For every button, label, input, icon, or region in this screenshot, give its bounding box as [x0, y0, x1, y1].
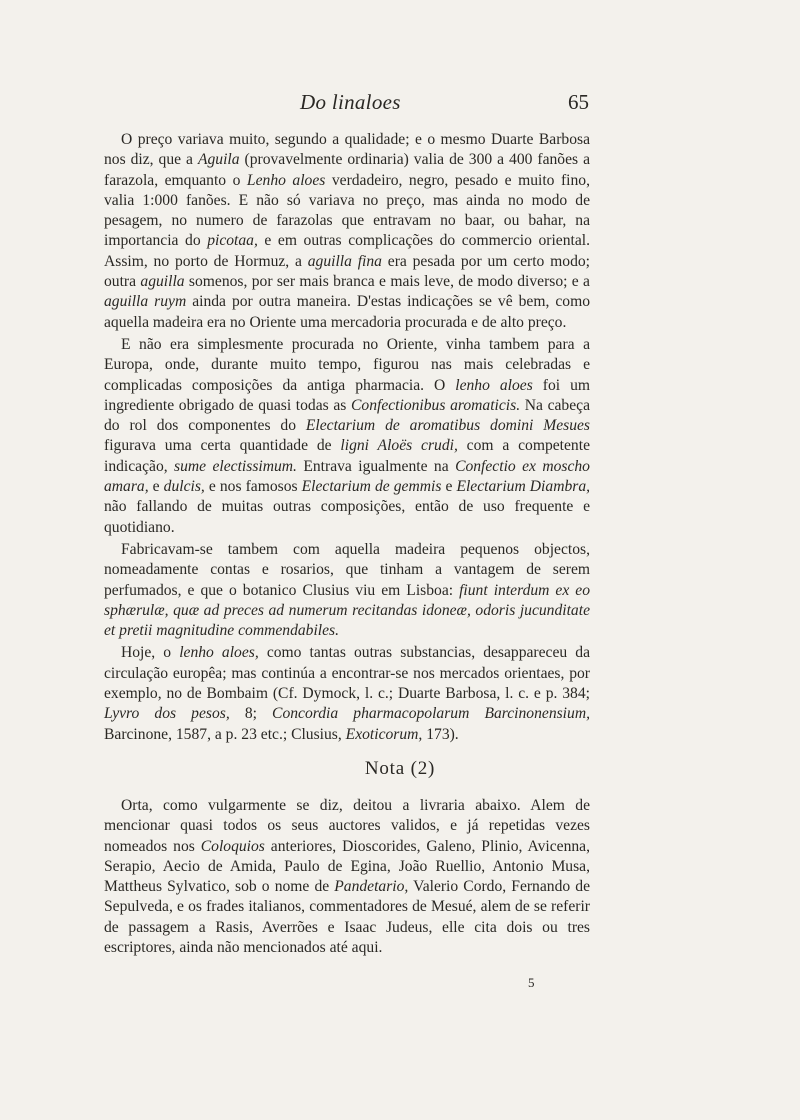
italic-run: fiunt interdum ex eo sphærulæ, quæ ad preces ad numerum recitandas idoneæ, odoris jucunditate et pretii magnitudine commendabiles. — [104, 581, 591, 640]
running-title: Do linaloes — [300, 90, 401, 114]
text-run: Orta, como vulgarmente se diz, deitou a livraria abaixo. Alem de mencionar quasi todos os seus auctores validos, e já repetidas vezes nomeados nos — [104, 797, 590, 855]
italic-run: Aguila — [197, 151, 240, 169]
text-run: anteriores, Dioscorides, Galeno, Plinio, Avicenna, Serapio, Aecio de Amida, Paulo de Egina, João Ruellio, Antonio Musa, Mattheus Sylvatico, sob o nome de — [104, 837, 590, 896]
text-run: Fabricavam-se tambem com aquella madeira pequenos objectos, nomeadamente contas e rosarios, que tinham a vantagem de serem perfumados, e que o botanico Clusius viu em Lisboa: — [104, 540, 590, 599]
text-run: figurava uma certa quantidade de — [104, 437, 341, 455]
text-run: somenos, por ser mais branca e mais leve, de modo diverso; e a — [184, 273, 590, 291]
text-run: Na cabeça do rol dos componentes do — [104, 396, 590, 435]
text-run: com a competente indicação, — [104, 437, 590, 475]
italic-run: Pandetario, — [334, 878, 409, 896]
italic-run: Concordia pharmacopolarum Barcinonensium, — [272, 705, 590, 723]
italic-run: aguilla fina — [307, 252, 382, 270]
text-run: Hoje, o — [121, 644, 180, 662]
italic-run: picotaa, — [207, 232, 258, 250]
page-number: 65 — [568, 90, 589, 114]
signature-mark: 5 — [528, 975, 535, 990]
text-run: e — [441, 478, 457, 496]
italic-run: Confectionibus aromaticis. — [351, 396, 521, 414]
text-run: E não era simplesmente procurada no Oriente, vinha tambem para a Europa, onde, durante muito tempo, figurou nas mais celebradas e complicadas composições da antiga pharmacia. O — [104, 335, 590, 394]
text-run: Barcinone, 1587, a p. 23 etc.; Clusius, — [104, 725, 346, 743]
text-run: e nos famosos — [204, 478, 302, 496]
italic-run: Electarium Diambra, — [456, 478, 591, 496]
italic-run: Confectio ex moscho amara, — [104, 457, 590, 496]
text-run: foi um ingrediente obrigado de quasi todas as — [104, 376, 590, 414]
italic-run: sume electissimum. — [174, 457, 297, 475]
note-heading — [0, 758, 800, 780]
paragraph — [104, 643, 590, 744]
text-run: O preço variava muito, segundo a qualidade; e o mesmo Duarte Barbosa nos diz, que a — [104, 131, 590, 169]
italic-run: Coloquios — [200, 837, 265, 855]
text-run: Entrava igualmente na — [296, 457, 456, 475]
italic-run: Exoticorum, — [345, 725, 423, 743]
italic-run: Lyvro dos pesos, — [104, 705, 230, 723]
text-run: e — [148, 478, 164, 496]
italic-run: Electarium de aromatibus domini Mesues — [305, 417, 590, 435]
note-text — [104, 796, 590, 958]
italic-run: dulcis, — [163, 478, 205, 496]
text-run: Valerio Cordo, Fernando de Sepulveda, e os frades italianos, commentadores de Mesué, alem de se referir de passagem a Rasis, Averrões e Isaac Judeus, elle cita dois ou tres escriptores, ainda não mencionados até aqui. — [104, 878, 590, 957]
italic-run: ligni Aloës crudi, — [340, 437, 458, 455]
text-run: (provavelmente ordinaria) valia de 300 a 400 fanões a farazola, emquanto o — [104, 151, 590, 189]
text-run: não fallando de muitas outras composições, então de uso frequente e quotidiano. — [104, 498, 590, 536]
text-run: verdadeiro, negro, pesado e muito fino, valia 1:000 fanões. E não só variava no preço, mas ainda no modo de pesagem, no numero de farazolas que entravam no baar, ou bahar, na importancia do — [104, 171, 590, 250]
italic-run: Lenho aloes — [246, 171, 326, 189]
paragraph — [104, 335, 590, 538]
italic-run: lenho aloes — [455, 376, 533, 394]
note-heading-number: (2) — [410, 758, 436, 779]
text-run: como tantas outras substancias, desappareceu da circulação europêa; mas continúa a encontrar-se nos mercados orientaes, por exemplo, no de Bombaim (Cf. Dymock, l. c.; Duarte Barbosa, l. c. e p. 384; — [104, 644, 590, 703]
text-run: e em outras complicações do commercio oriental. Assim, no porto de Hormuz, a — [104, 232, 590, 270]
text-run: 8; — [229, 705, 273, 723]
italic-run: lenho aloes, — [179, 644, 259, 662]
italic-run: Electarium de gemmis — [301, 478, 442, 496]
text-run: ainda por outra maneira. D'estas indicações se vê bem, como aquella madeira era no Oriente uma mercadoria procurada e de alto preço. — [104, 293, 590, 331]
paragraph — [104, 540, 590, 641]
paragraph — [104, 130, 590, 333]
italic-run: aguilla — [140, 273, 185, 291]
body-text — [104, 130, 590, 747]
text-run: 173). — [422, 725, 459, 743]
italic-run: aguilla ruym — [104, 293, 187, 311]
note-paragraph — [104, 796, 590, 958]
note-heading-word: Nota — [364, 758, 405, 779]
text-run: era pesada por um certo modo; outra — [104, 252, 590, 291]
